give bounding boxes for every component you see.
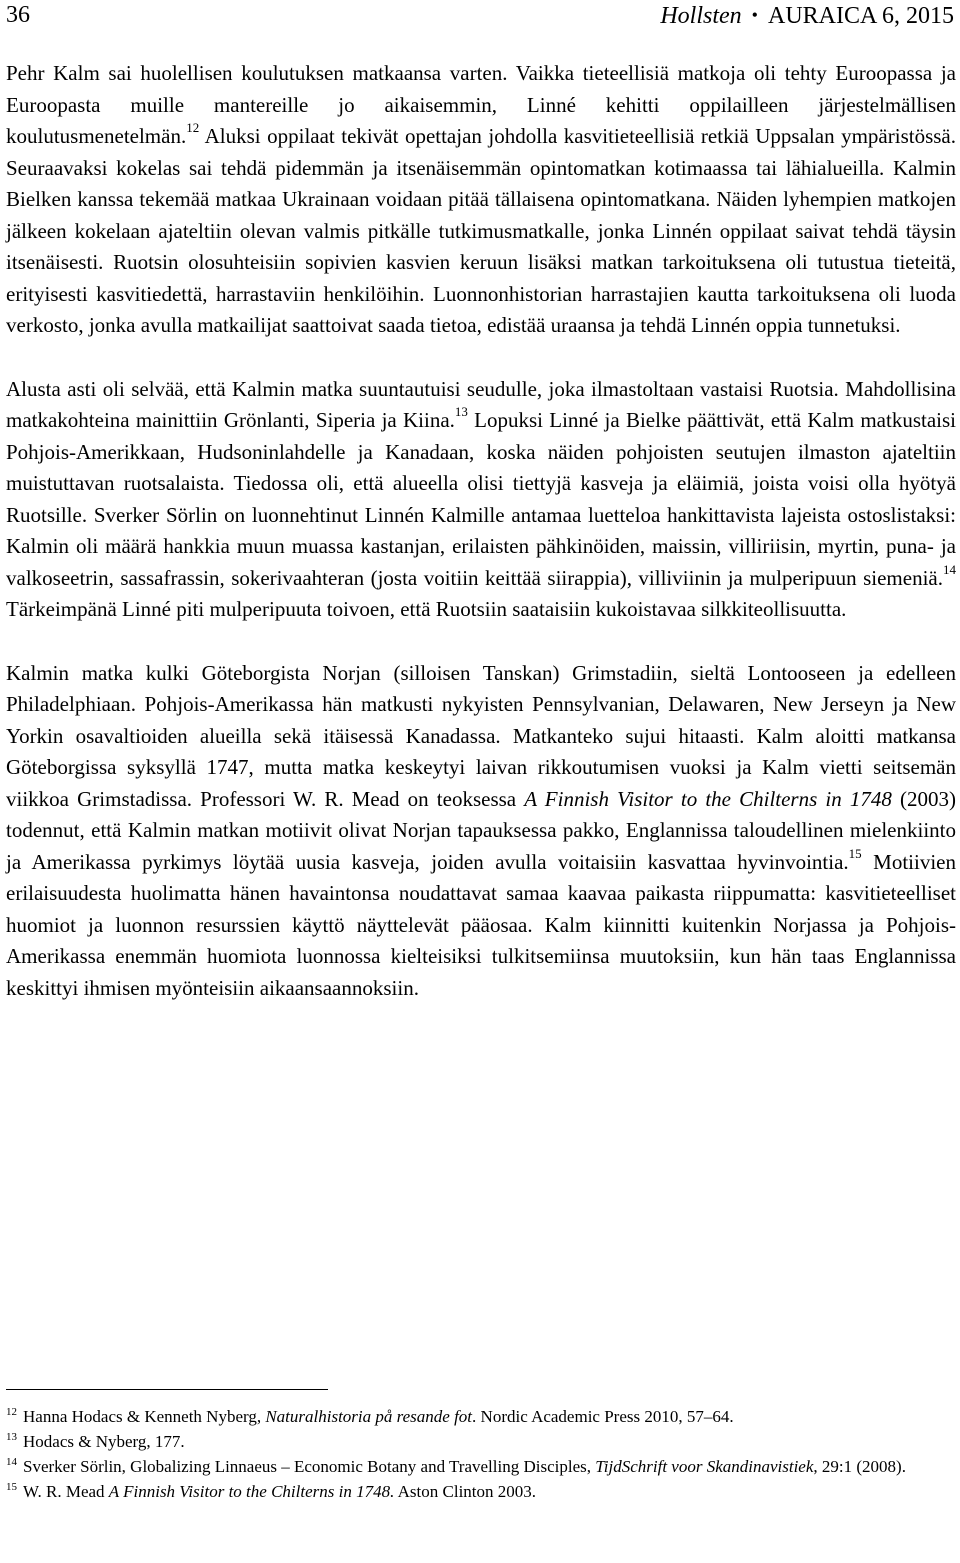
footnote-text: , 29:1 (2008). — [813, 1457, 906, 1476]
paragraph-text: Kalmin matka kulki Göteborgista Norjan (silloisen Tanskan) Grimstadiin, sieltä Lontooseen ja edelleen Philadelphiaan. Pohjois-Amerikassa hän matkusti nykyisten Pennsylvanian, Delawaren, New Jerseyn ja New Yorkin osavaltioiden alueilla sekä itäisessä Kanadassa. Matkanteko sujui hitaasti. Kalm aloitti matkansa Göteborgissa syksyllä 1747, mutta matka keskeytyi laivan rikkoutumisen vuoksi ja Kalm vietti seitsemän viikkoa Grimstadissa. Professori W. R. Mead on teoksessa — [6, 660, 956, 811]
article-body — [6, 58, 956, 1004]
footnote-divider — [6, 1389, 328, 1390]
footnote-text: W. R. Mead — [23, 1482, 109, 1501]
footnote-title: TijdSchrift voor Skandinavistiek — [595, 1457, 814, 1476]
page-header — [6, 0, 954, 32]
footnote-title: A Finnish Visitor to the Chilterns in 1748. — [108, 1482, 395, 1501]
footnotes — [6, 1404, 941, 1504]
paragraph-text: Alusta asti oli selvää, että Kalmin matka suuntautuisi seudulle, joka ilmastoltaan vastaisi Ruotsia. Mahdollisina matkakohteina mainittiin Grönlanti, Siperia ja Kiina. — [6, 376, 956, 432]
paragraph-text: Aluksi oppilaat tekivät opettajan johdolla kasvitieteellisiä retkiä Uppsalan ympäristössä. Seuraavaksi kokelas sai tehdä pidemmän ja itsenäisemmän opintomatkan kotimaassa tai lähialueilla. Kalmin Bielken kanssa tekemää matkaa Ukrainaan voidaan pitää tällaisena opintomatkana. Näiden lyhempien matkojen jälkeen kokelaan ajateltiin olevan valmis pitkälle tutkimusmatkalle, jonka Linnén oppilaat saivat tehdä täysin itsenäisesti. Ruotsin olosuhteisiin sopivien kasvien keruun lisäksi matkan tarkoituksena oli tutustua tieteitä, erityisesti kasvitiedettä, harrastaviin henkilöihin. Luonnonhistorian harrastajien kautta tarkoituksena oli luoda verkosto, jonka avulla matkailijat saattoivat saada tietoa, edistää uraansa ja tehdä Linnén oppia tunnetuksi. — [6, 124, 956, 337]
book-title: A Finnish Visitor to the Chilterns in 1748 — [524, 786, 892, 811]
footnote-12 — [6, 1404, 941, 1429]
author-name: Hollsten — [660, 3, 742, 29]
paragraph-2 — [6, 374, 956, 626]
paragraph-3 — [6, 658, 956, 1005]
footnote-15 — [6, 1479, 941, 1504]
footnote-number: 15 — [6, 1481, 17, 1493]
footnote-text: Aston Clinton 2003. — [394, 1482, 537, 1501]
footnote-number: 13 — [6, 1431, 17, 1443]
footnote-14 — [6, 1454, 941, 1479]
paragraph-text: Tärkeimpänä Linné piti mulperipuuta toivoen, että Ruotsiin saataisiin kukoistavaa silkkiteollisuutta. — [6, 597, 847, 621]
footnote-text: Hodacs & Nyberg, 177. — [23, 1432, 185, 1451]
paragraph-text: Pehr Kalm sai huolellisen koulutuksen matkaansa varten. Vaikka tieteellisiä matkoja oli tehty Euroopassa ja Euroopasta muille mantereille jo aikaisemmin, Linné kehitti oppilailleen järjestelmällisen koulutusmenetelmän. — [6, 61, 956, 148]
footnote-reference[interactable]: 15 — [848, 845, 862, 861]
paragraph-text: (2003) todennut, että Kalmin matkan motiivit olivat Norjan tapauksessa pakko, Englannissa taloudellinen mielenkiinto ja Amerikassa pyrkimys löytää uusia kasveja, joiden avulla voitaisiin kasvattaa hyvinvointia. — [6, 786, 956, 874]
footnote-number: 12 — [6, 1406, 17, 1418]
footnote-reference[interactable]: 12 — [186, 120, 200, 135]
footnote-13 — [6, 1429, 941, 1454]
footnote-reference[interactable]: 13 — [454, 404, 468, 419]
paragraph-text: Motiivien erilaisuudesta huolimatta hänen havaintonsa noudattavat samaa kaavaa paikasta riippumatta: kasvitieteelliset huomiot ja luonnon resurssien käyttö näyttelevät pääosaa. Kalm kiinnitti kuitenkin Norjassa ja Pohjois-Amerikassa enemmän huomiota luonnossa kielteisiksi tulkitsemiinsa muutoksiin, kun hän taas Englannissa keskittyi ihmisen myönteisiin aikaansaannoksiin. — [6, 849, 956, 1000]
footnote-title: Naturalhistoria på resande fot — [265, 1407, 473, 1426]
footnote-text: . Nordic Academic Press 2010, 57–64. — [472, 1407, 734, 1426]
paragraph-1 — [6, 58, 956, 342]
running-head — [660, 0, 954, 31]
paragraph-text: Lopuksi Linné ja Bielke päättivät, että Kalm matkustaisi Pohjois-Amerikkaan, Hudsoninlahdelle ja Kanadaan, koska näiden pohjoisten seutujen ilmaston ajateltiin muistuttavan ruotsalaista. Tiedossa oli, että alueella olisi tiettyjä kasveja ja eläimiä, joista voisi olla hyötyä Ruotsille. Sverker Sörlin on luonnehtinut Linnén Kalmille antamaa luetteloa hankittavista lajeista ostoslistaksi: Kalmin oli määrä hankkia muun muassa kastanjan, erilaisten pähkinöiden, maissin, villiriisin, myrtin, puna- ja valkoseetrin, sassafrassin, sokerivaahteran (josta voitiin keittää siirappia), villiviinin ja mulperipuun siemeniä. — [6, 408, 957, 590]
footnote-text: Hanna Hodacs & Kenneth Nyberg, — [23, 1407, 266, 1426]
page-number: 36 — [6, 2, 30, 28]
footnote-text: Sverker Sörlin, Globalizing Linnaeus – Economic Botany and Travelling Disciples, — [23, 1457, 596, 1476]
bullet-separator: • — [751, 5, 758, 25]
footnote-number: 14 — [6, 1456, 17, 1468]
journal-citation: AURAICA 6, 2015 — [767, 3, 954, 29]
footnote-reference[interactable]: 14 — [943, 561, 956, 577]
